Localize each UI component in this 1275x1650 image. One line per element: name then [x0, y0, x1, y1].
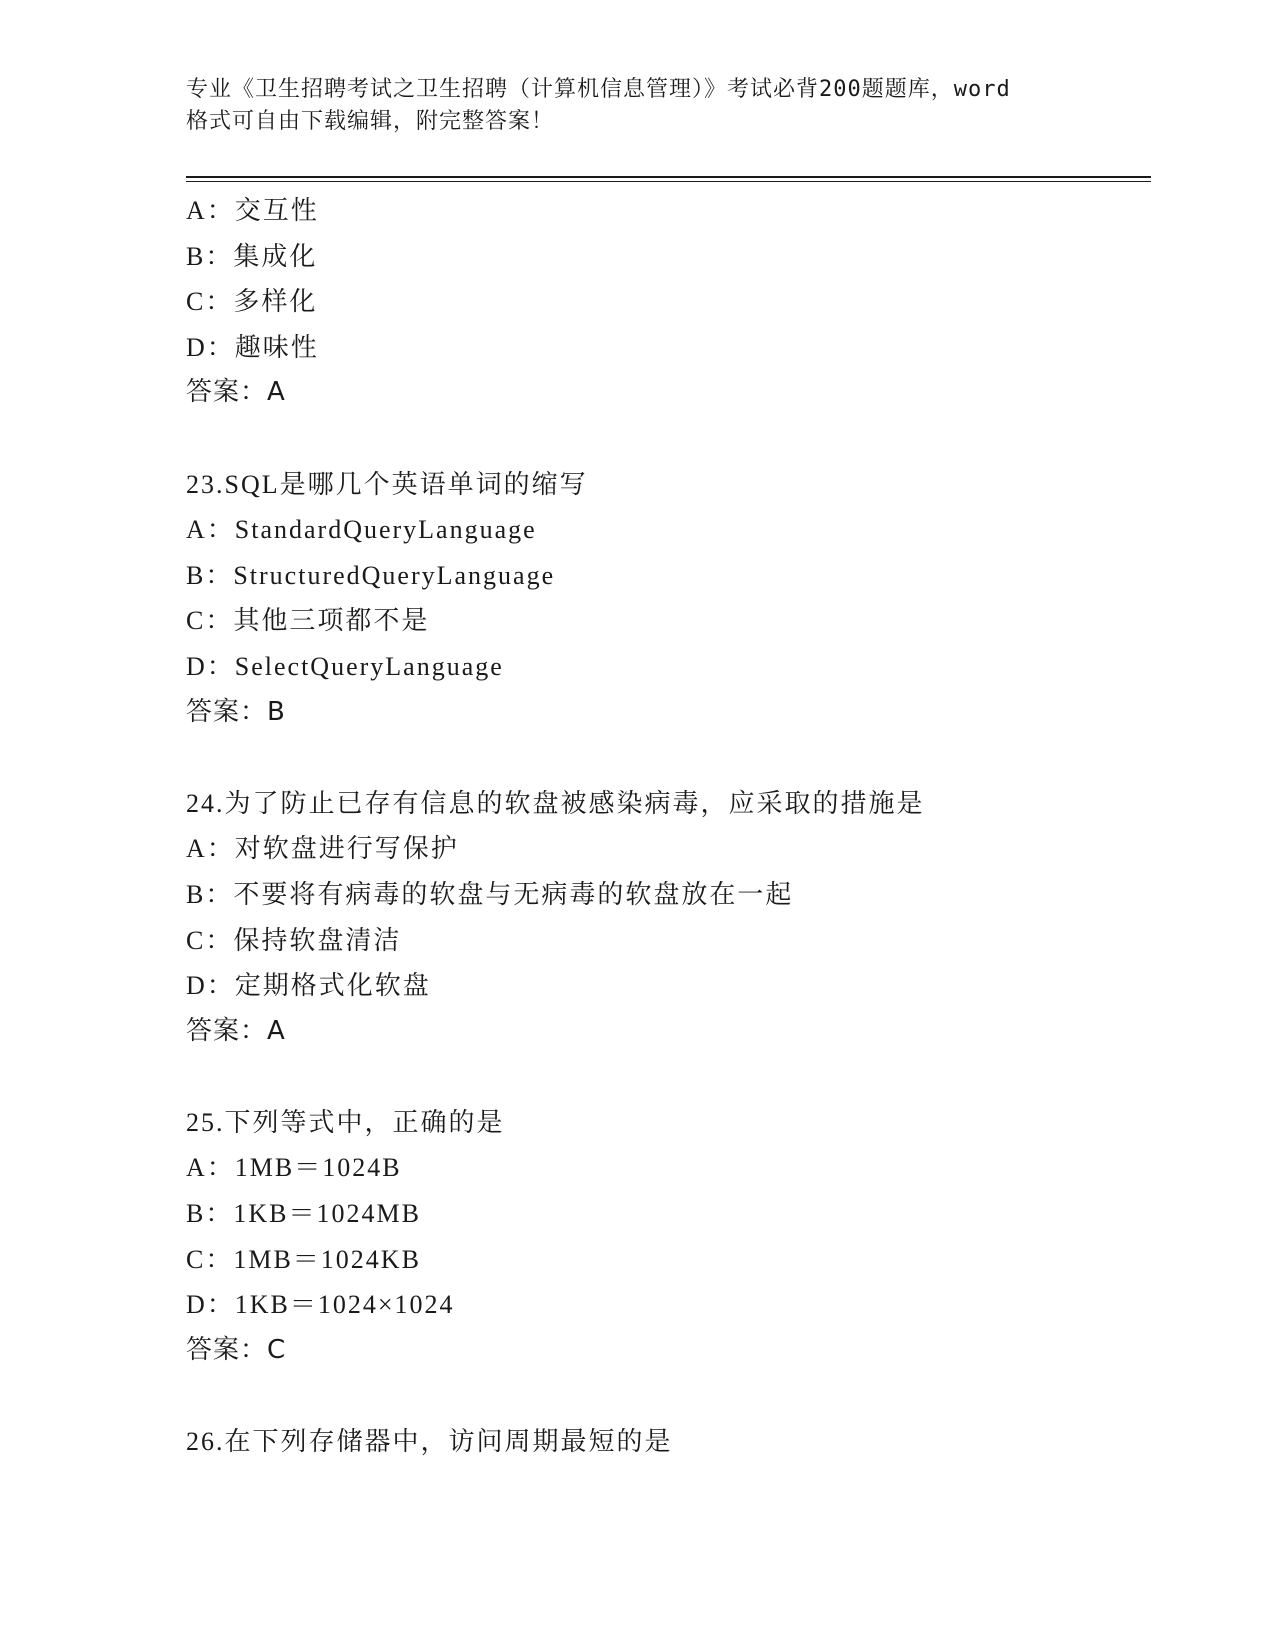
option-c: C：1MB＝1024KB	[186, 1244, 421, 1274]
option-d: D：趣味性	[186, 332, 319, 362]
question-22	[186, 188, 1146, 416]
spacer	[186, 416, 1146, 462]
answer-line: 答案：C	[186, 1334, 287, 1365]
option-b: B：集成化	[186, 241, 318, 271]
option-c: C：多样化	[186, 287, 318, 317]
spacer	[186, 1373, 1146, 1419]
option-a: A：交互性	[186, 196, 319, 225]
header-line-1: 专业《卫生招聘考试之卫生招聘（计算机信息管理）》考试必背200题题库，word	[186, 77, 1011, 102]
answer-line: 答案：A	[186, 377, 286, 408]
option-d: D：1KB＝1024×1024	[186, 1290, 455, 1320]
option-a: A：StandardQueryLanguage	[186, 515, 537, 545]
option-c: C：保持软盘清洁	[186, 925, 402, 955]
question-text: 23.SQL是哪几个英语单词的缩写	[186, 469, 588, 499]
question-text: 24.为了防止已存有信息的软盘被感染病毒，应采取的措施是	[186, 788, 925, 818]
question-24	[186, 781, 1146, 1055]
spacer	[186, 1054, 1146, 1100]
document-header	[186, 74, 1086, 138]
header-rule-thick	[186, 176, 1151, 178]
answer-line: 答案：B	[186, 696, 286, 727]
question-text: 25.下列等式中，正确的是	[186, 1107, 505, 1137]
spacer	[186, 735, 1146, 781]
answer-line: 答案：A	[186, 1015, 286, 1046]
option-a: A：1MB＝1024B	[186, 1153, 402, 1183]
option-b: B：不要将有病毒的软盘与无病毒的软盘放在一起	[186, 879, 794, 909]
question-26	[186, 1419, 1146, 1465]
question-25	[186, 1100, 1146, 1374]
question-list	[186, 188, 1146, 1465]
option-d: D：定期格式化软盘	[186, 971, 431, 1001]
header-rule-thin	[186, 181, 1151, 182]
question-text: 26.在下列存储器中，访问周期最短的是	[186, 1427, 673, 1457]
option-b: B：StructuredQueryLanguage	[186, 560, 556, 590]
question-23	[186, 462, 1146, 736]
option-b: B：1KB＝1024MB	[186, 1199, 421, 1229]
option-d: D：SelectQueryLanguage	[186, 651, 504, 681]
option-c: C：其他三项都不是	[186, 606, 430, 636]
option-a: A：对软盘进行写保护	[186, 834, 459, 864]
header-line-2: 格式可自由下载编辑，附完整答案！	[186, 109, 555, 134]
